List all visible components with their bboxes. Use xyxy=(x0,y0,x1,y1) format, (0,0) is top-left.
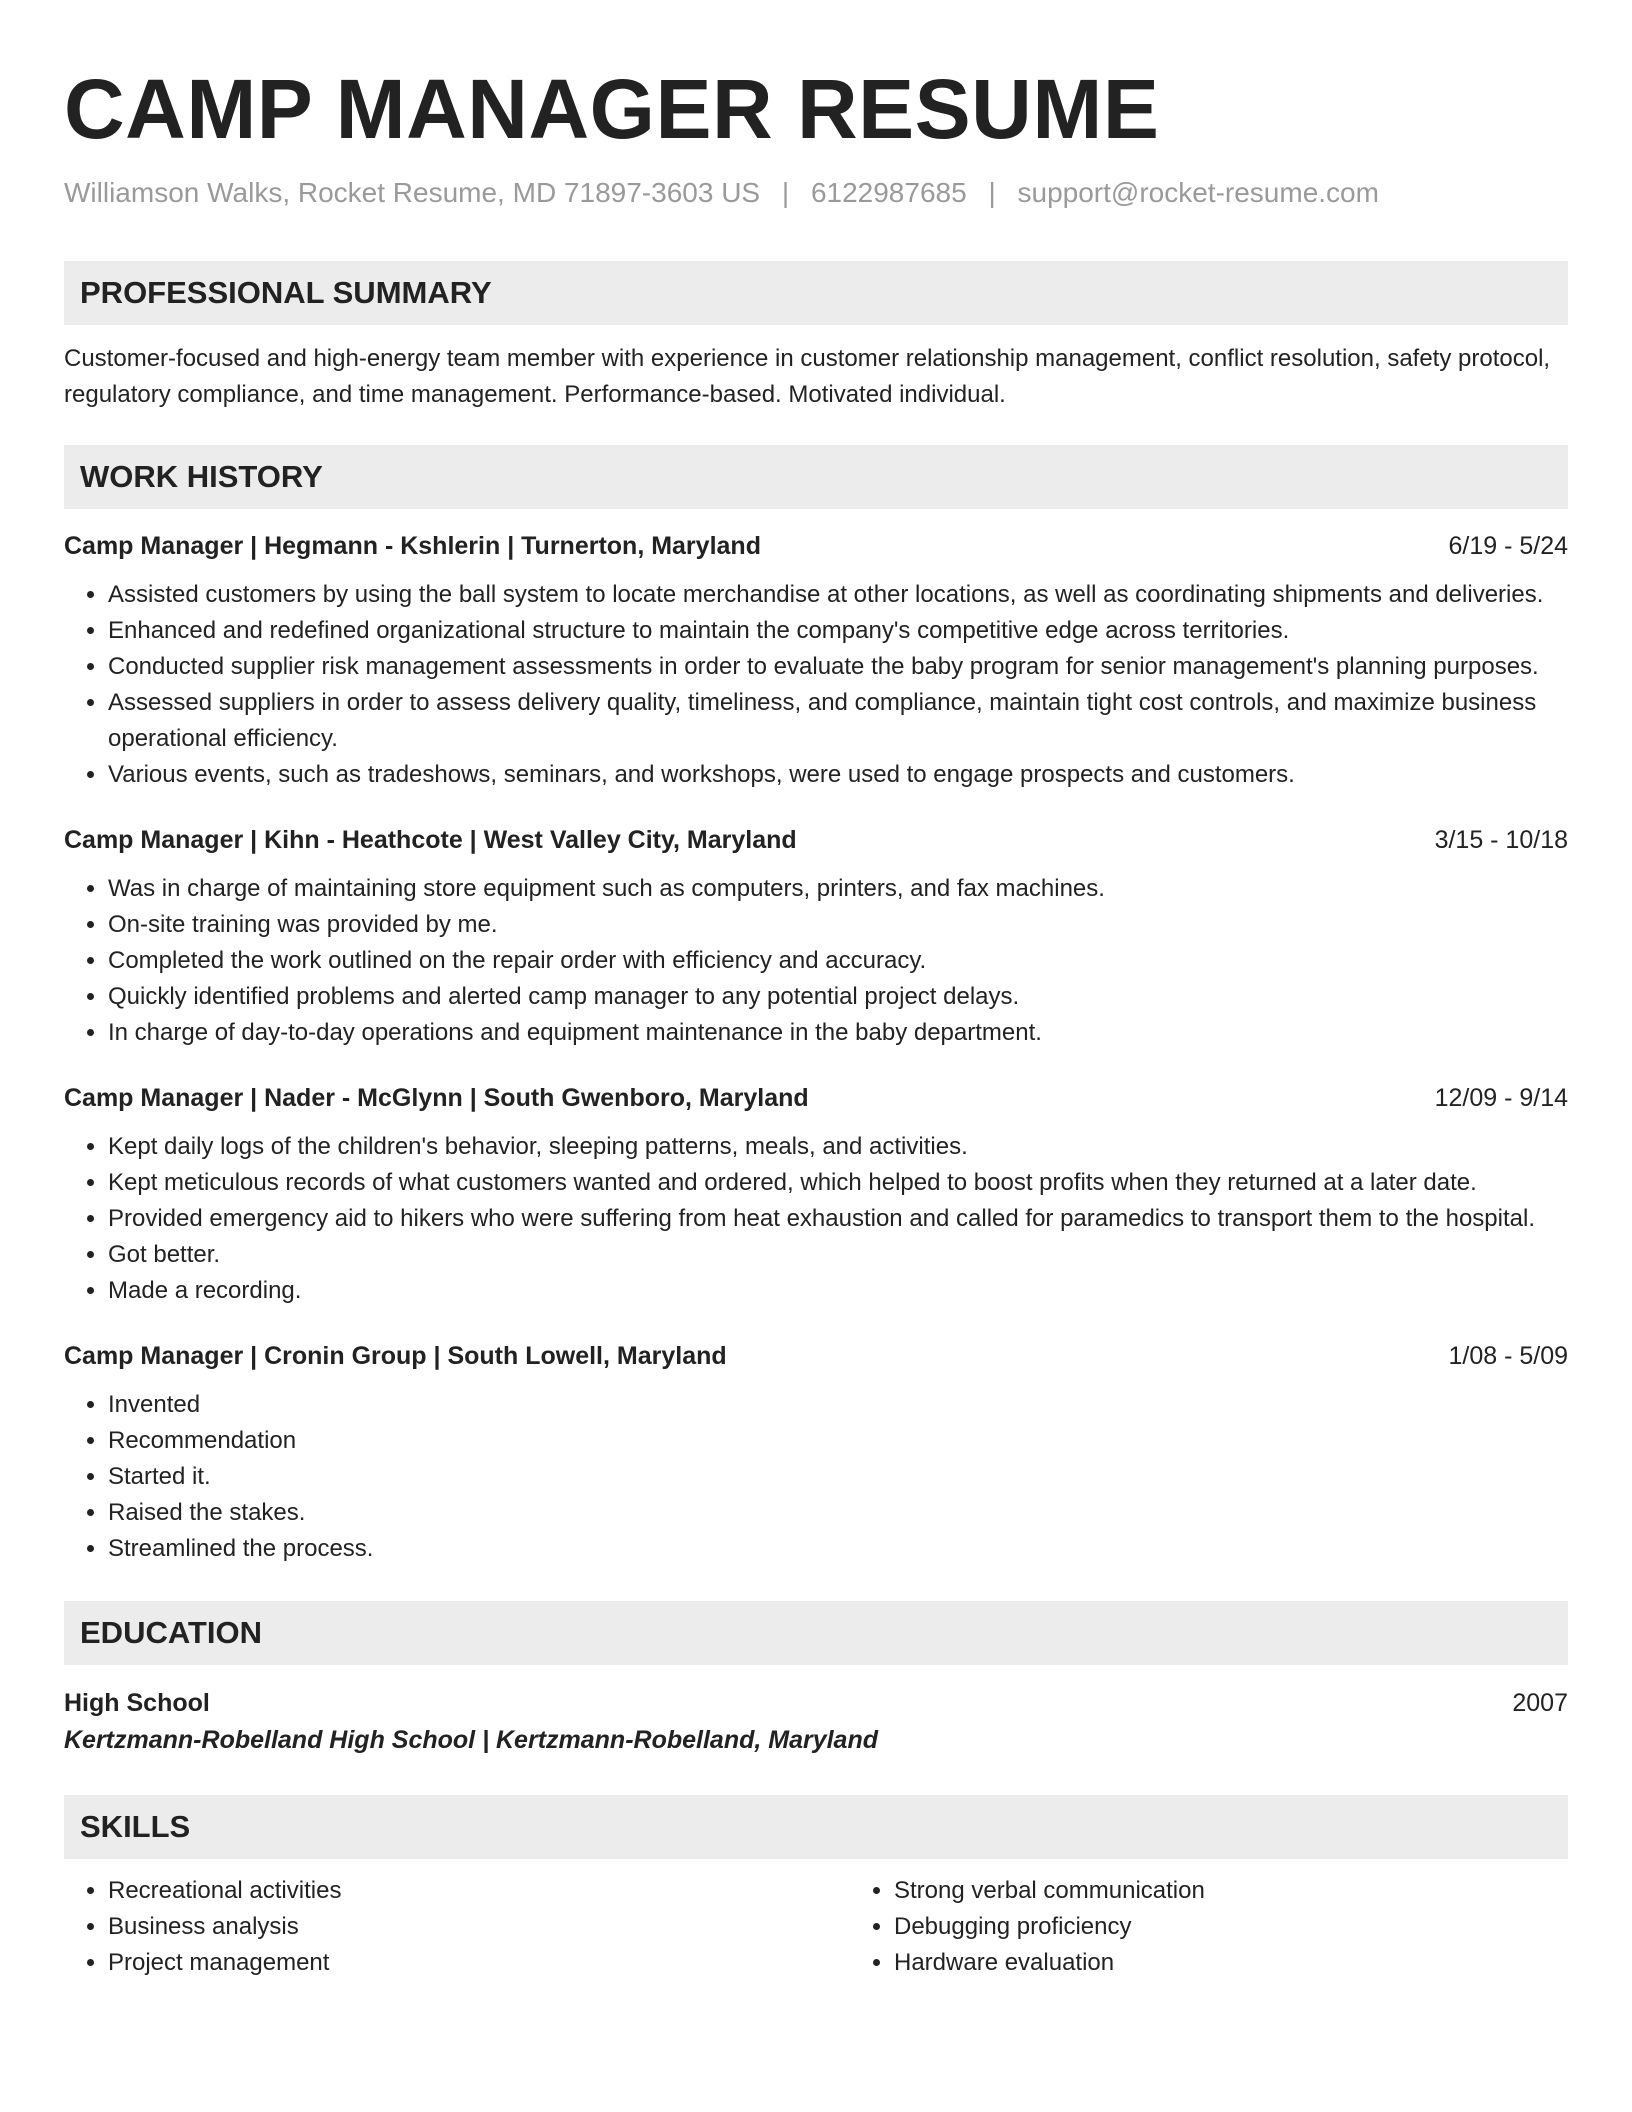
contact-email: support@rocket-resume.com xyxy=(1017,177,1379,208)
job-header xyxy=(64,1339,1568,1373)
list-item: • Raised the stakes. xyxy=(108,1495,1568,1531)
list-item: • Streamlined the process. xyxy=(108,1531,1568,1567)
job-title: Camp Manager | Nader - McGlynn | South Gwenboro, Maryland xyxy=(64,1084,809,1112)
list-item: • Assessed suppliers in order to assess delivery quality, timeliness, and compliance, maintain tight cost controls, and maximize business operational efficiency. xyxy=(108,685,1568,757)
job-dates: 6/19 - 5/24 xyxy=(1448,532,1568,560)
list-item: • Provided emergency aid to hikers who were suffering from heat exhaustion and called for paramedics to transport them to the hospital. xyxy=(108,1201,1568,1237)
job-bullets xyxy=(64,871,1568,1051)
skill-item: • Recreational activities xyxy=(108,1873,850,1909)
job-entry xyxy=(64,1081,1568,1309)
job-bullets xyxy=(64,1387,1568,1567)
list-item: • Completed the work outlined on the repair order with efficiency and accuracy. xyxy=(108,943,1568,979)
list-item: • Started it. xyxy=(108,1459,1568,1495)
contact-address: Williamson Walks, Rocket Resume, MD 71897-3603 US xyxy=(64,177,761,208)
job-bullets xyxy=(64,1129,1568,1309)
list-item: • Enhanced and redefined organizational structure to maintain the company's competitive edge across territories. xyxy=(108,613,1568,649)
skill-item: • Strong verbal communication xyxy=(894,1873,1205,1909)
list-item: • Kept meticulous records of what customers wanted and ordered, which helped to boost profits when they returned at a later date. xyxy=(108,1165,1568,1201)
list-item: • In charge of day-to-day operations and equipment maintenance in the baby department. xyxy=(108,1015,1568,1051)
education-year: 2007 xyxy=(1512,1689,1568,1717)
skill-item: • Hardware evaluation xyxy=(894,1945,1205,1981)
skills-column-right xyxy=(850,1873,1205,1981)
resume-title: CAMP MANAGER RESUME xyxy=(64,62,1160,156)
list-item: • Got better. xyxy=(108,1237,1568,1273)
job-dates: 3/15 - 10/18 xyxy=(1434,826,1568,854)
job-entry xyxy=(64,1339,1568,1567)
list-item: • Was in charge of maintaining store equipment such as computers, printers, and fax machines. xyxy=(108,871,1568,907)
list-item: • Recommendation xyxy=(108,1423,1568,1459)
contact-separator: | xyxy=(988,177,996,208)
education-header xyxy=(64,1685,1568,1721)
skill-item: • Project management xyxy=(108,1945,850,1981)
skill-item: • Debugging proficiency xyxy=(894,1909,1205,1945)
job-title: Camp Manager | Kihn - Heathcote | West Valley City, Maryland xyxy=(64,826,797,854)
contact-line xyxy=(64,177,1568,209)
contact-phone: 6122987685 xyxy=(810,177,967,208)
section-header-education: EDUCATION xyxy=(64,1601,1568,1665)
list-item: • Kept daily logs of the children's behavior, sleeping patterns, meals, and activities. xyxy=(108,1129,1568,1165)
list-item: • Invented xyxy=(108,1387,1568,1423)
job-bullets xyxy=(64,577,1568,793)
job-header xyxy=(64,823,1568,857)
section-header-summary: PROFESSIONAL SUMMARY xyxy=(64,261,1568,325)
contact-separator: | xyxy=(781,177,790,208)
skills-list xyxy=(64,1873,1568,1981)
list-item: • Quickly identified problems and alerted camp manager to any potential project delays. xyxy=(108,979,1568,1015)
job-header xyxy=(64,1081,1568,1115)
list-item: • Various events, such as tradeshows, seminars, and workshops, were used to engage prospects and customers. xyxy=(108,757,1568,793)
section-header-skills: SKILLS xyxy=(64,1795,1568,1859)
summary-text: Customer-focused and high-energy team member with experience in customer relationship management, conflict resolution, safety protocol, regulatory compliance, and time management. Performance-based. Motivated individual. xyxy=(64,345,1551,408)
job-dates: 1/08 - 5/09 xyxy=(1448,1342,1568,1370)
list-item: • Conducted supplier risk management assessments in order to evaluate the baby program for senior management's planning purposes. xyxy=(108,649,1568,685)
list-item: • Made a recording. xyxy=(108,1273,1568,1309)
list-item: • On-site training was provided by me. xyxy=(108,907,1568,943)
job-entry xyxy=(64,823,1568,1051)
education-degree: High School xyxy=(64,1689,210,1717)
job-entry xyxy=(64,529,1568,793)
section-header-work-history: WORK HISTORY xyxy=(64,445,1568,509)
skill-item: • Business analysis xyxy=(108,1909,850,1945)
list-item: • Assisted customers by using the ball system to locate merchandise at other locations, as well as coordinating shipments and deliveries. xyxy=(108,577,1568,613)
job-title: Camp Manager | Hegmann - Kshlerin | Turnerton, Maryland xyxy=(64,532,761,560)
job-title: Camp Manager | Cronin Group | South Lowell, Maryland xyxy=(64,1342,727,1370)
job-header xyxy=(64,529,1568,563)
job-dates: 12/09 - 9/14 xyxy=(1434,1084,1568,1112)
skills-column-left xyxy=(64,1873,850,1981)
education-school: Kertzmann-Robelland High School | Kertzmann-Robelland, Maryland xyxy=(64,1726,879,1754)
